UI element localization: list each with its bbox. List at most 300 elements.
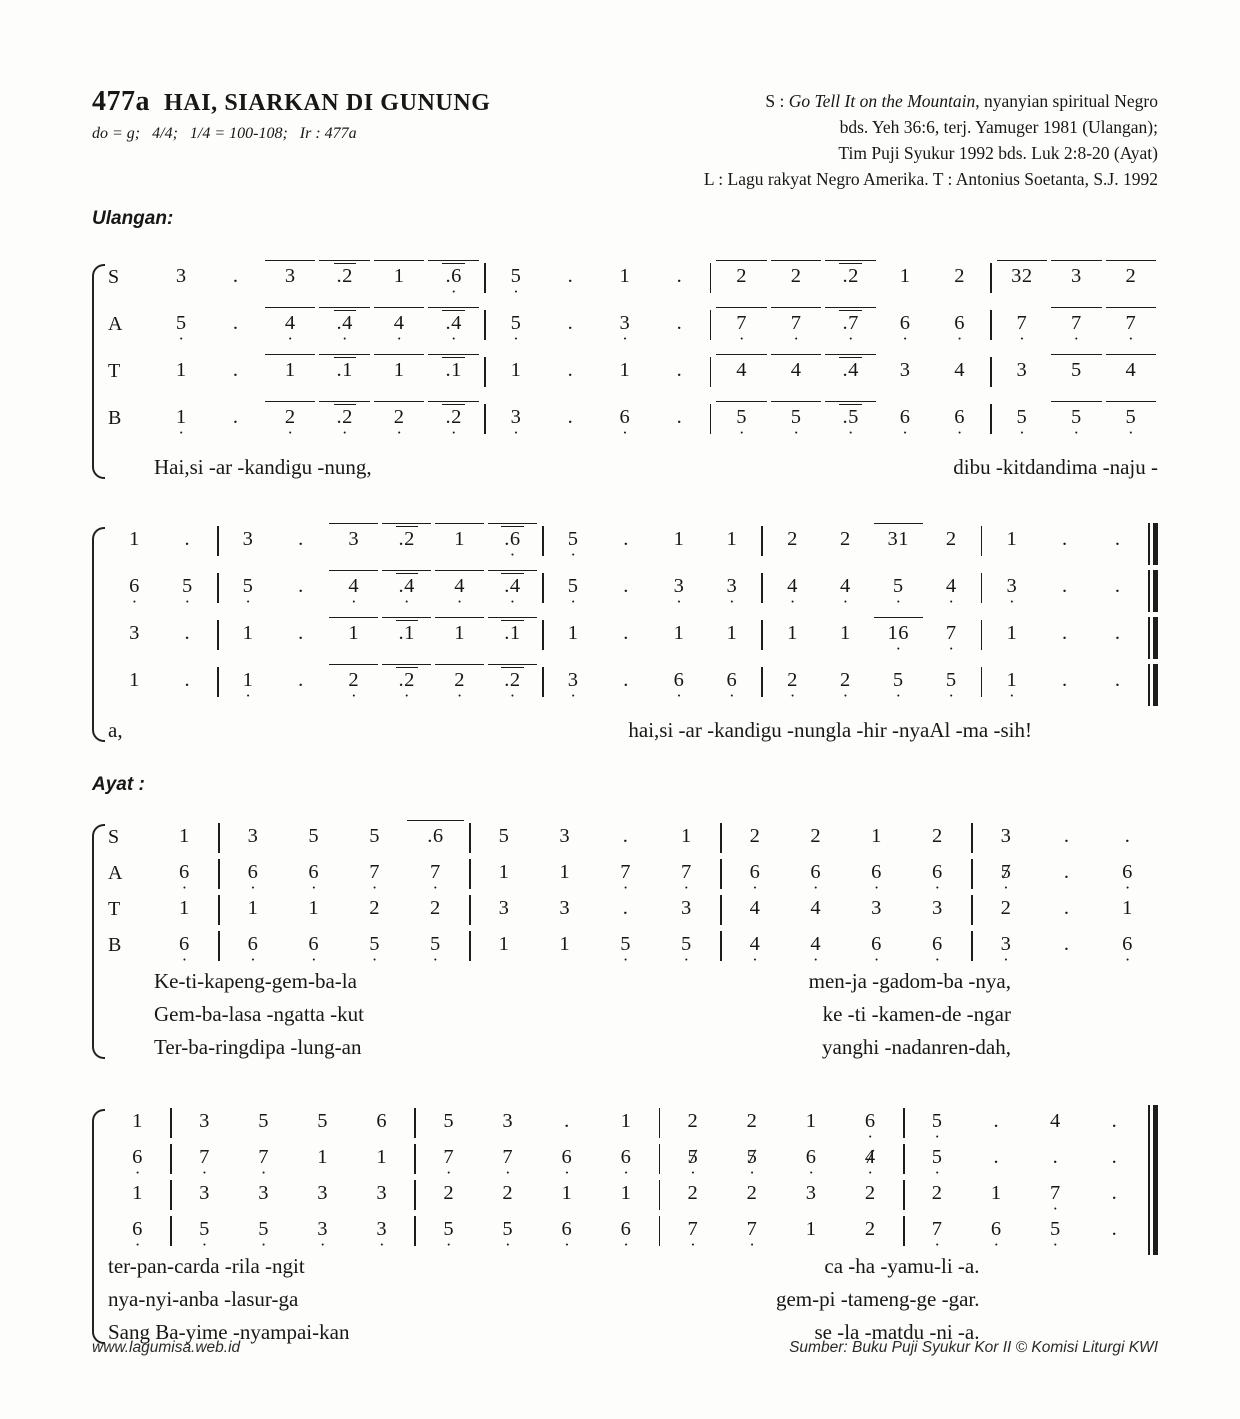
octave-dot: [185, 551, 189, 562]
octave-dot: ·: [181, 878, 188, 897]
note-cell: 3: [978, 820, 1035, 859]
octave-dot: ·: [260, 1235, 267, 1254]
octave-dot: ·: [350, 686, 357, 705]
note-cell: 2 ·: [787, 669, 798, 705]
final-barline: [1148, 664, 1158, 706]
lyric-syllable: car: [174, 1254, 200, 1278]
barline: [218, 859, 220, 889]
note-cell: .2: [382, 523, 431, 562]
note-cell: 1: [476, 856, 533, 895]
barline: [659, 1180, 661, 1210]
octave-dot: [571, 645, 575, 656]
note-cell: 4 ·: [265, 307, 315, 346]
lyric-syllable: nyampai-: [239, 1320, 320, 1344]
octave-dot: ·: [948, 686, 955, 705]
note-cell: 3: [224, 523, 273, 562]
barline: [761, 573, 763, 603]
lyric-syllable: yi: [185, 1320, 202, 1344]
octave-dot: [405, 645, 409, 656]
note-cell: 1: [156, 820, 213, 859]
lyric-syllable: nya,: [975, 969, 1011, 993]
octave-dot: ·: [1128, 423, 1134, 442]
note-cell: 1: [110, 523, 159, 562]
octave-dot: [1063, 551, 1067, 562]
note-cell: 5: [285, 820, 342, 859]
note-cell: 5 ·: [945, 669, 957, 705]
lyric-syllable: hai,: [628, 718, 660, 742]
note-cell: 1: [549, 617, 598, 656]
note-cell: 1: [295, 1141, 350, 1180]
note-cell: 5 ·: [680, 933, 692, 969]
lyric-syllable: bu -: [969, 455, 1003, 479]
note-cell: 6 ·: [673, 669, 685, 705]
octave-dot: ·: [956, 423, 963, 442]
note-cell: 2: [665, 1177, 720, 1216]
octave-dot: ·: [847, 423, 854, 442]
lyric-syllable: Ter-: [154, 1035, 189, 1059]
lyric-syllable: ti-: [185, 969, 205, 993]
octave-dot: [185, 692, 189, 703]
octave-dot: ·: [509, 545, 516, 564]
voice-label: S: [108, 826, 120, 848]
octave-dot: [246, 551, 250, 562]
lyrics-line: [108, 1251, 1158, 1282]
octave-dot: ·: [181, 950, 188, 969]
octave-dot: ·: [201, 1235, 208, 1254]
note-cell: .: [1038, 892, 1095, 931]
octave-dot: [790, 645, 794, 656]
notation-row: [108, 570, 1158, 617]
barline: [542, 667, 544, 697]
note-cell: 6 ·: [561, 1146, 573, 1182]
octave-dot: ·: [184, 592, 191, 611]
page-title: HAI, SIARKAN DI GUNUNG: [164, 90, 491, 116]
notation-row: [108, 401, 1158, 448]
notation-row: [108, 820, 1158, 856]
octave-dot: ·: [902, 423, 908, 442]
note-cell: 3: [658, 892, 715, 931]
octave-dot: [1116, 598, 1120, 609]
lyric-syllable: di: [274, 455, 292, 479]
barline: [761, 667, 763, 697]
note-cell: .: [210, 307, 260, 346]
barline: [170, 1216, 172, 1246]
octave-dot: [514, 382, 518, 393]
octave-dot: [1063, 692, 1067, 703]
octave-dot: ·: [622, 878, 629, 897]
octave-dot: ·: [934, 950, 941, 969]
octave-dot: ·: [1073, 423, 1080, 442]
octave-dot: ·: [131, 592, 138, 611]
octave-dot: [185, 645, 189, 656]
octave-dot: ·: [808, 1163, 814, 1182]
note-cell: 3: [909, 892, 966, 931]
barline: [710, 357, 712, 387]
note-cell: .4 ·: [319, 307, 369, 346]
note-cell: 2: [346, 892, 403, 931]
key-tempo-line: do = g; 4/4; 1/4 = 100-108; Ir : 477a: [92, 125, 357, 142]
octave-dot: ·: [371, 950, 378, 969]
octave-dot: [794, 382, 798, 393]
octave-dot: ·: [690, 1163, 696, 1182]
octave-dot: ·: [564, 1235, 570, 1254]
octave-dot: ·: [676, 592, 682, 611]
octave-dot: ·: [245, 686, 251, 705]
octave-dot: ·: [509, 592, 516, 611]
note-cell: 2 ·: [374, 401, 424, 440]
octave-dot: ·: [450, 423, 457, 442]
octave-dot: [623, 288, 627, 299]
lyric-syllable: la -: [836, 718, 864, 742]
note-cell: 7 ·: [199, 1146, 210, 1182]
note-cell: 5 ·: [502, 1218, 514, 1254]
octave-dot: ·: [895, 639, 902, 658]
octave-dot: [1065, 956, 1069, 967]
octave-dot: ·: [1052, 1199, 1059, 1218]
barline: [469, 823, 471, 853]
system: [92, 1105, 1158, 1348]
note-cell: 1: [110, 1105, 165, 1144]
note-cell: .2 ·: [382, 664, 431, 703]
octave-dot: [352, 551, 356, 562]
notation-row: [108, 307, 1158, 354]
note-cell: 5 ·: [430, 933, 441, 969]
note-cell: 7 ·: [1050, 1182, 1061, 1218]
note-cell: 2: [934, 260, 984, 299]
lyric-gap: [305, 1251, 825, 1282]
notation-row: [108, 354, 1158, 401]
barline: [218, 823, 220, 853]
note-cell: 5 ·: [716, 401, 766, 440]
note-cell: 6 ·: [864, 1110, 876, 1146]
octave-dot: ·: [789, 592, 796, 611]
note-cell: .7 ·: [825, 307, 875, 346]
note-cell: 2 ·: [840, 669, 851, 705]
octave-dot: [234, 288, 238, 299]
barline: [217, 620, 219, 650]
system: [92, 523, 1158, 746]
note-cell: 1: [435, 617, 484, 656]
note-cell: 6 ·: [247, 861, 259, 897]
note-cell: 7 ·: [687, 1218, 699, 1254]
note-cell: .: [1038, 856, 1095, 895]
note-cell: 1: [821, 617, 870, 656]
note-cell: 32: [997, 260, 1047, 299]
lyric-syllable: mat: [871, 1320, 904, 1344]
octave-dot: [397, 288, 401, 299]
note-cell: .: [545, 401, 595, 440]
note-cell: 5 ·: [567, 528, 579, 564]
lyric-syllable: hir -: [863, 718, 900, 742]
note-cell: .: [210, 354, 260, 393]
credit-prefix: S :: [765, 91, 789, 111]
octave-dot: ·: [895, 686, 902, 705]
octave-dot: ·: [310, 950, 317, 969]
note-cell: .: [1087, 1105, 1142, 1144]
octave-dot: ·: [564, 1163, 570, 1182]
lyric-syllable: an: [179, 1287, 199, 1311]
octave-dot: [1063, 598, 1067, 609]
notation-row: [108, 928, 1158, 969]
octave-dot: ·: [250, 950, 256, 969]
note-cell: 4: [1106, 354, 1156, 393]
barline: [170, 1180, 172, 1210]
voice-label: B: [108, 407, 122, 429]
octave-dot: ·: [260, 1163, 267, 1182]
octave-dot: [1116, 551, 1120, 562]
octave-dot: [510, 645, 514, 656]
note-cell: 4: [727, 892, 784, 931]
note-cell: .2: [825, 260, 875, 299]
note-cell: 6 ·: [1122, 861, 1133, 897]
note-cell: 7 ·: [771, 307, 821, 346]
octave-dot: ·: [245, 592, 251, 611]
barline: [981, 667, 983, 697]
note-cell: .: [602, 617, 651, 656]
barline: [903, 1180, 905, 1210]
final-barline: [1148, 1213, 1158, 1255]
lyric-syllable: du -: [903, 1320, 937, 1344]
note-cell: 6 ·: [308, 861, 320, 897]
note-cell: 1: [768, 617, 817, 656]
voice-label: A: [108, 313, 123, 335]
barline: [659, 1144, 661, 1174]
lyrics-line: [108, 1284, 1158, 1315]
note-cell: 4: [771, 354, 821, 393]
lyric-syllable: ka: [878, 1002, 899, 1026]
octave-dot: [452, 382, 456, 393]
note-cell: 7 ·: [1051, 307, 1101, 346]
lyric-syllable: Hai,: [154, 455, 190, 479]
note-cell: 2: [909, 820, 966, 859]
octave-dot: ·: [1128, 329, 1134, 348]
note-cell: 2: [771, 260, 821, 299]
note-cell: 5: [295, 1105, 350, 1144]
lyric-syllable: ga: [278, 1287, 299, 1311]
barline: [170, 1108, 172, 1138]
barline: [170, 1144, 172, 1174]
note-cell: 1: [285, 892, 342, 931]
lyric-syllable: a,: [108, 718, 123, 742]
octave-dot: ·: [934, 1235, 940, 1254]
note-cell: 7 ·: [443, 1146, 455, 1182]
note-cell: .: [1040, 570, 1089, 609]
barline: [469, 931, 471, 961]
octave-dot: [132, 692, 136, 703]
note-cell: 6 ·: [1122, 933, 1133, 969]
note-cell: 1: [354, 1141, 409, 1180]
note-cell: 6 ·: [954, 312, 965, 348]
octave-dot: ·: [445, 1235, 452, 1254]
lyric-gap: [361, 1032, 822, 1063]
credit-line: bds. Yeh 36:6, terj. Yamuger 1981 (Ulangan);: [839, 117, 1158, 137]
octave-dot: [1116, 645, 1120, 656]
lyric-syllable: sih!: [1000, 718, 1032, 742]
octave-dot: ·: [934, 1127, 940, 1146]
notation-row: [108, 1213, 1158, 1254]
note-cell: 4: [1028, 1105, 1083, 1144]
final-barline: [1148, 570, 1158, 612]
octave-dot: ·: [450, 329, 457, 348]
barline: [720, 823, 722, 853]
octave-dot: ·: [948, 592, 955, 611]
note-cell: .: [1099, 820, 1156, 859]
section-label: Ayat :: [92, 774, 145, 795]
note-cell: 5 ·: [931, 1110, 943, 1146]
note-cell: 6 ·: [179, 861, 190, 897]
octave-dot: [903, 288, 907, 299]
lyric-syllable: de -: [941, 1002, 974, 1026]
note-cell: 1 ·: [1006, 669, 1018, 705]
note-cell: 6 ·: [620, 1146, 632, 1182]
octave-dot: ·: [622, 950, 629, 969]
barline: [710, 404, 712, 434]
octave-dot: [957, 288, 961, 299]
header: [92, 86, 1158, 192]
lyric-syllable: la: [341, 969, 357, 993]
octave-dot: ·: [432, 950, 439, 969]
note-cell: .: [597, 820, 654, 859]
note-cell: 1: [598, 1177, 653, 1216]
octave-dot: ·: [752, 878, 758, 897]
octave-dot: ·: [570, 545, 576, 564]
note-cell: 4 ·: [374, 307, 424, 346]
lyric-syllable: men-: [898, 1002, 942, 1026]
octave-dot: [624, 551, 628, 562]
note-cell: 1: [374, 354, 424, 393]
barline: [761, 620, 763, 650]
octave-dot: ·: [1009, 686, 1015, 705]
note-cell: 2 ·: [435, 664, 484, 703]
barline: [981, 526, 983, 556]
note-cell: 2: [910, 1177, 965, 1216]
note-cell: 6 ·: [308, 933, 320, 969]
octave-dot: [1020, 382, 1024, 393]
lyric-syllable: pa -: [265, 1035, 298, 1059]
note-cell: 4 ·: [435, 570, 484, 609]
note-cell: 6 ·: [132, 1146, 143, 1182]
lyric-syllable: meng-ge -: [862, 1287, 949, 1311]
system-brace: [92, 1109, 105, 1344]
octave-dot: ·: [350, 592, 357, 611]
note-cell: .: [210, 401, 260, 440]
lyric-syllable: ma -: [962, 718, 1001, 742]
note-cell: .: [654, 401, 704, 440]
note-cell: 2: [843, 1177, 898, 1216]
octave-dot: ·: [623, 1163, 629, 1182]
note-cell: 6 ·: [899, 312, 911, 348]
note-cell: 7 ·: [258, 1146, 269, 1182]
barline: [542, 526, 544, 556]
note-cell: 6 ·: [931, 861, 943, 897]
lyric-syllable: ga: [879, 969, 900, 993]
lyric-syllable: mu-: [907, 1254, 941, 1278]
note-cell: .: [1087, 1213, 1142, 1252]
lyric-syllable: dan: [1025, 455, 1056, 479]
lyric-syllable: nyi-: [145, 1287, 180, 1311]
note-cell: 5: [421, 1105, 476, 1144]
octave-dot: ·: [445, 1163, 452, 1182]
barline: [903, 1108, 905, 1138]
octave-dot: [903, 382, 907, 393]
octave-dot: ·: [812, 950, 819, 969]
note-cell: 3: [997, 354, 1047, 393]
octave-dot: ·: [622, 329, 628, 348]
lyric-gap: [372, 452, 954, 483]
note-cell: 3: [848, 892, 905, 931]
voice-label: S: [108, 266, 120, 288]
note-cell: 5 ·: [1051, 401, 1101, 440]
octave-dot: [677, 382, 681, 393]
octave-dot: ·: [1124, 950, 1131, 969]
note-cell: .: [1087, 1177, 1142, 1216]
note-cell: 4 ·: [329, 570, 378, 609]
octave-dot: [677, 335, 681, 346]
barline: [542, 620, 544, 650]
note-cell: 3: [236, 1177, 291, 1216]
barline: [659, 1216, 661, 1246]
octave-dot: ·: [201, 1163, 208, 1182]
note-cell: 5 ·: [567, 575, 579, 611]
barline: [971, 895, 973, 925]
lyric-syllable: ju -: [1129, 455, 1158, 479]
note-cell: .: [210, 260, 260, 299]
note-cell: 6 ·: [561, 1218, 573, 1254]
octave-dot: ·: [396, 329, 403, 348]
lyric-syllable: di: [744, 718, 761, 742]
octave-dot: ·: [513, 423, 519, 442]
note-cell: 6 ·: [247, 933, 259, 969]
note-cell: .: [1093, 617, 1142, 656]
note-cell: 3: [329, 523, 378, 562]
note-cell: 2: [978, 892, 1035, 931]
octave-dot: ·: [749, 1235, 755, 1254]
octave-dot: ·: [948, 639, 955, 658]
octave-dot: ·: [432, 878, 439, 897]
lyric-syllable: se -: [814, 1320, 845, 1344]
lyric-syllable: ya: [887, 1254, 908, 1278]
lyric-syllable: kan: [714, 718, 745, 742]
octave-dot: ·: [789, 686, 796, 705]
octave-dot: [1010, 551, 1014, 562]
note-cell: 3 ·: [726, 575, 738, 611]
note-cell: 1: [600, 260, 650, 299]
note-cell: 7 ·: [620, 861, 631, 897]
octave-dot: ·: [847, 329, 854, 348]
note-cell: 4 ·: [945, 575, 957, 611]
lyrics-line: [108, 966, 1158, 997]
note-cell: 3: [1051, 260, 1101, 299]
octave-dot: ·: [842, 592, 849, 611]
lyric-syllable: sur-: [246, 1287, 279, 1311]
octave-dot: ·: [812, 878, 819, 897]
octave-dot: ·: [1009, 592, 1015, 611]
lyric-syllable: dom-: [899, 969, 944, 993]
note-cell: .: [602, 570, 651, 609]
octave-dot: ·: [396, 423, 403, 442]
barline: [971, 823, 973, 853]
note-cell: .: [276, 617, 325, 656]
lyric-syllable: ngat: [273, 1002, 310, 1026]
octave-dot: [568, 429, 572, 440]
note-cell: .: [1038, 820, 1095, 859]
credit-line: Tim Puji Syukur 1992 bds. Luk 2:8-20 (Ayat): [838, 143, 1158, 163]
octave-dot: [677, 645, 681, 656]
note-cell: 2: [716, 260, 766, 299]
final-barline: [1148, 523, 1158, 565]
octave-dot: ·: [341, 329, 348, 348]
octave-dot: [849, 382, 853, 393]
